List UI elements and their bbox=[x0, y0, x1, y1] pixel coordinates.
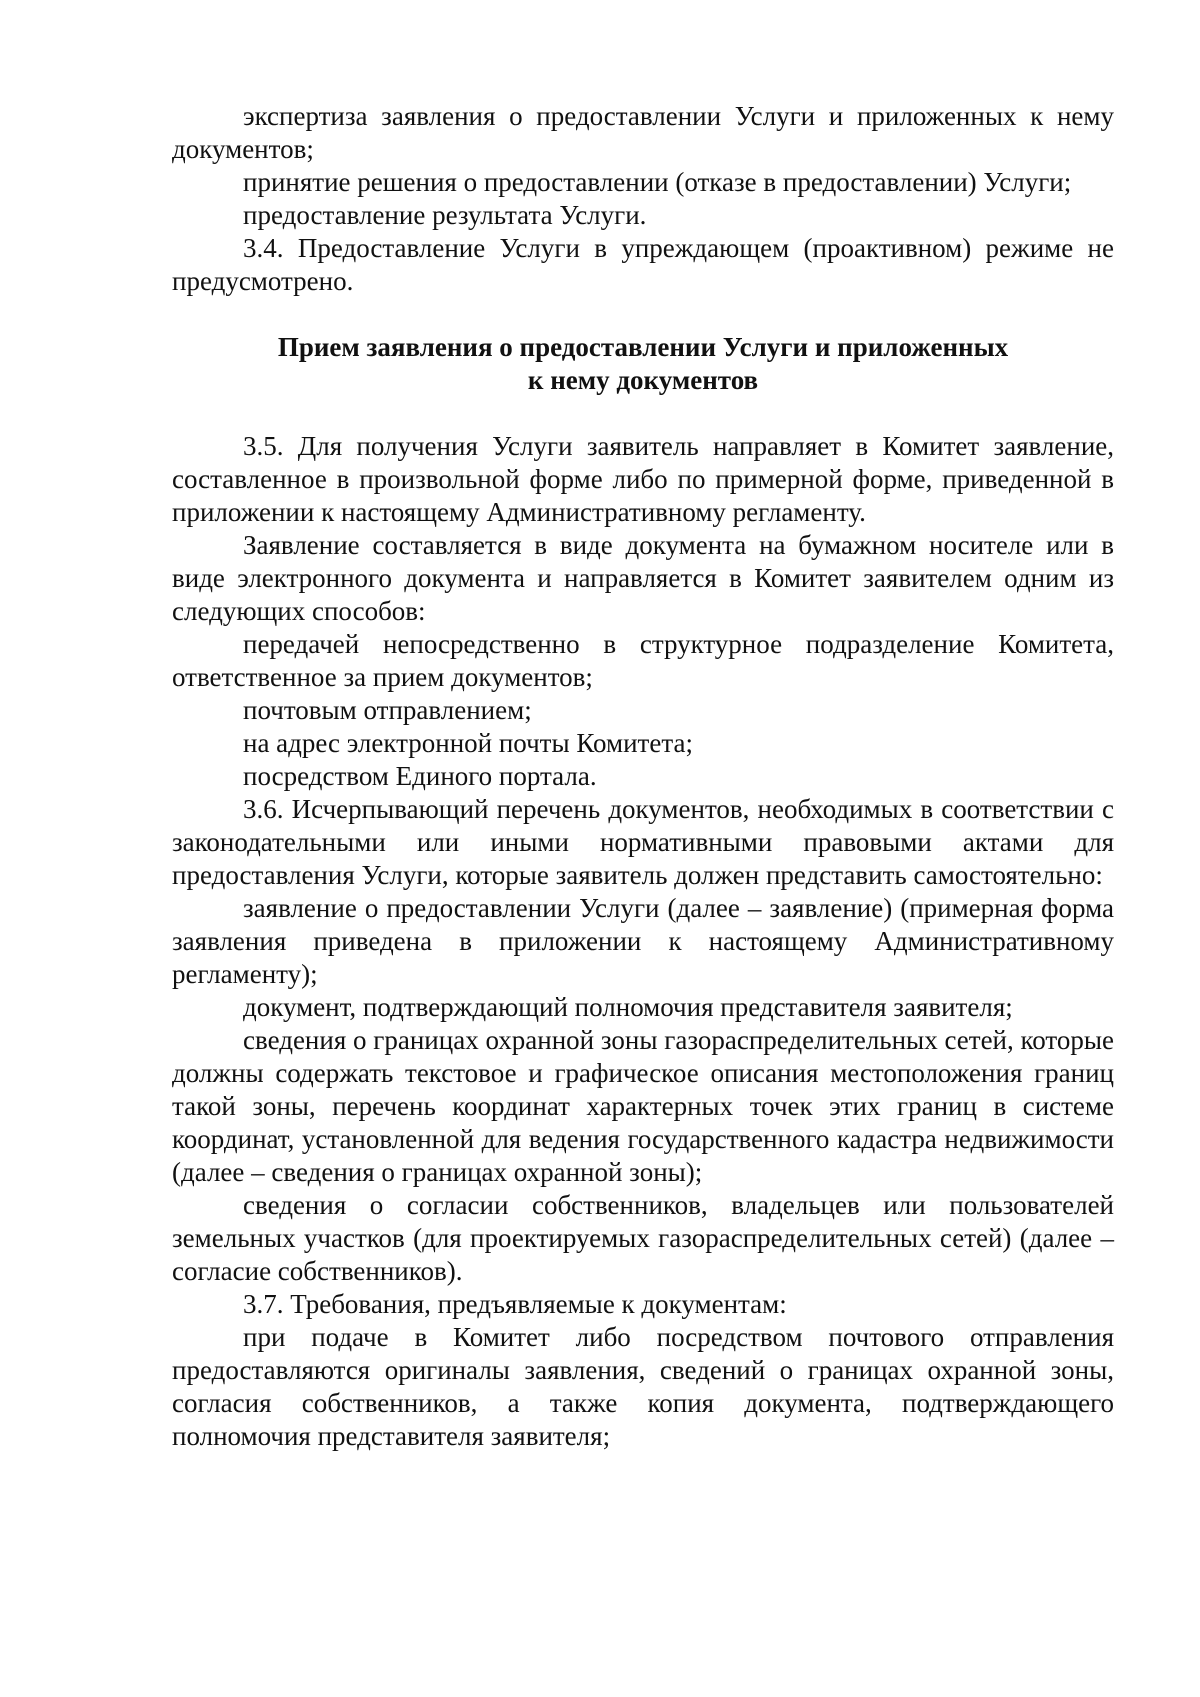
list-item-application: заявление о предоставлении Услуги (далее – заявление) (примерная форма заявления приведена в приложении к настоящему Административному регламенту); bbox=[172, 893, 1114, 989]
section-title bbox=[172, 331, 1114, 397]
list-item-owners-consent: сведения о согласии собственников, владельцев или пользователей земельных участков (для проектируемых газораспределительных сетей) (далее – согласие собственников). bbox=[172, 1190, 1114, 1286]
paragraph-3-4: 3.4. Предоставление Услуги в упреждающем (проактивном) режиме не предусмотрено. bbox=[172, 233, 1114, 296]
paragraph-3-7: 3.7. Требования, предъявляемые к документам: bbox=[243, 1289, 787, 1319]
list-item-authority-document: документ, подтверждающий полномочия представителя заявителя; bbox=[243, 992, 1013, 1022]
paragraph-expertise: экспертиза заявления о предоставлении Услуги и приложенных к нему документов; bbox=[172, 101, 1114, 164]
paragraph-3-6: 3.6. Исчерпывающий перечень документов, необходимых в соответствии с законодательными или иными нормативными правовыми актами для предоставления Услуги, которые заявитель должен представить самостоятельно: bbox=[172, 794, 1114, 890]
paragraph-application-form: Заявление составляется в виде документа на бумажном носителе или в виде электронного документа и направляется в Комитет заявителем одним из следующих способов: bbox=[172, 530, 1114, 626]
paragraph-decision: принятие решения о предоставлении (отказе в предоставлении) Услуги; bbox=[243, 167, 1072, 197]
list-item-zone-boundaries: сведения о границах охранной зоны газораспределительных сетей, которые должны содержать текстовое и графическое описания местоположения границ такой зоны, перечень координат характерных точек этих границ в системе координат, установленной для ведения государственного кадастра недвижимости (далее – сведения о границах охранной зоны); bbox=[172, 1025, 1114, 1187]
section-title-line-1: Прием заявления о предоставлении Услуги и приложенных bbox=[277, 332, 1009, 362]
document-page bbox=[172, 100, 1114, 1453]
spacer bbox=[172, 397, 1114, 430]
paragraph-3-5: 3.5. Для получения Услуги заявитель направляет в Комитет заявление, составленное в произвольной форме либо по примерной форме, приведенной в приложении к настоящему Административному регламенту. bbox=[172, 431, 1114, 527]
spacer bbox=[172, 298, 1114, 331]
paragraph-result: предоставление результата Услуги. bbox=[243, 200, 647, 230]
list-item-email: на адрес электронной почты Комитета; bbox=[243, 728, 693, 758]
list-item-originals: при подаче в Комитет либо посредством почтового отправления предоставляются оригиналы заявления, сведений о границах охранной зоны, согласия собственников, а также копия документа, подтверждающего полномочия представителя заявителя; bbox=[172, 1322, 1114, 1451]
list-item-postal: почтовым отправлением; bbox=[243, 695, 532, 725]
list-item-direct-delivery: передачей непосредственно в структурное подразделение Комитета, ответственное за прием документов; bbox=[172, 629, 1114, 692]
list-item-portal: посредством Единого портала. bbox=[243, 761, 597, 791]
section-title-line-2: к нему документов bbox=[527, 365, 759, 395]
